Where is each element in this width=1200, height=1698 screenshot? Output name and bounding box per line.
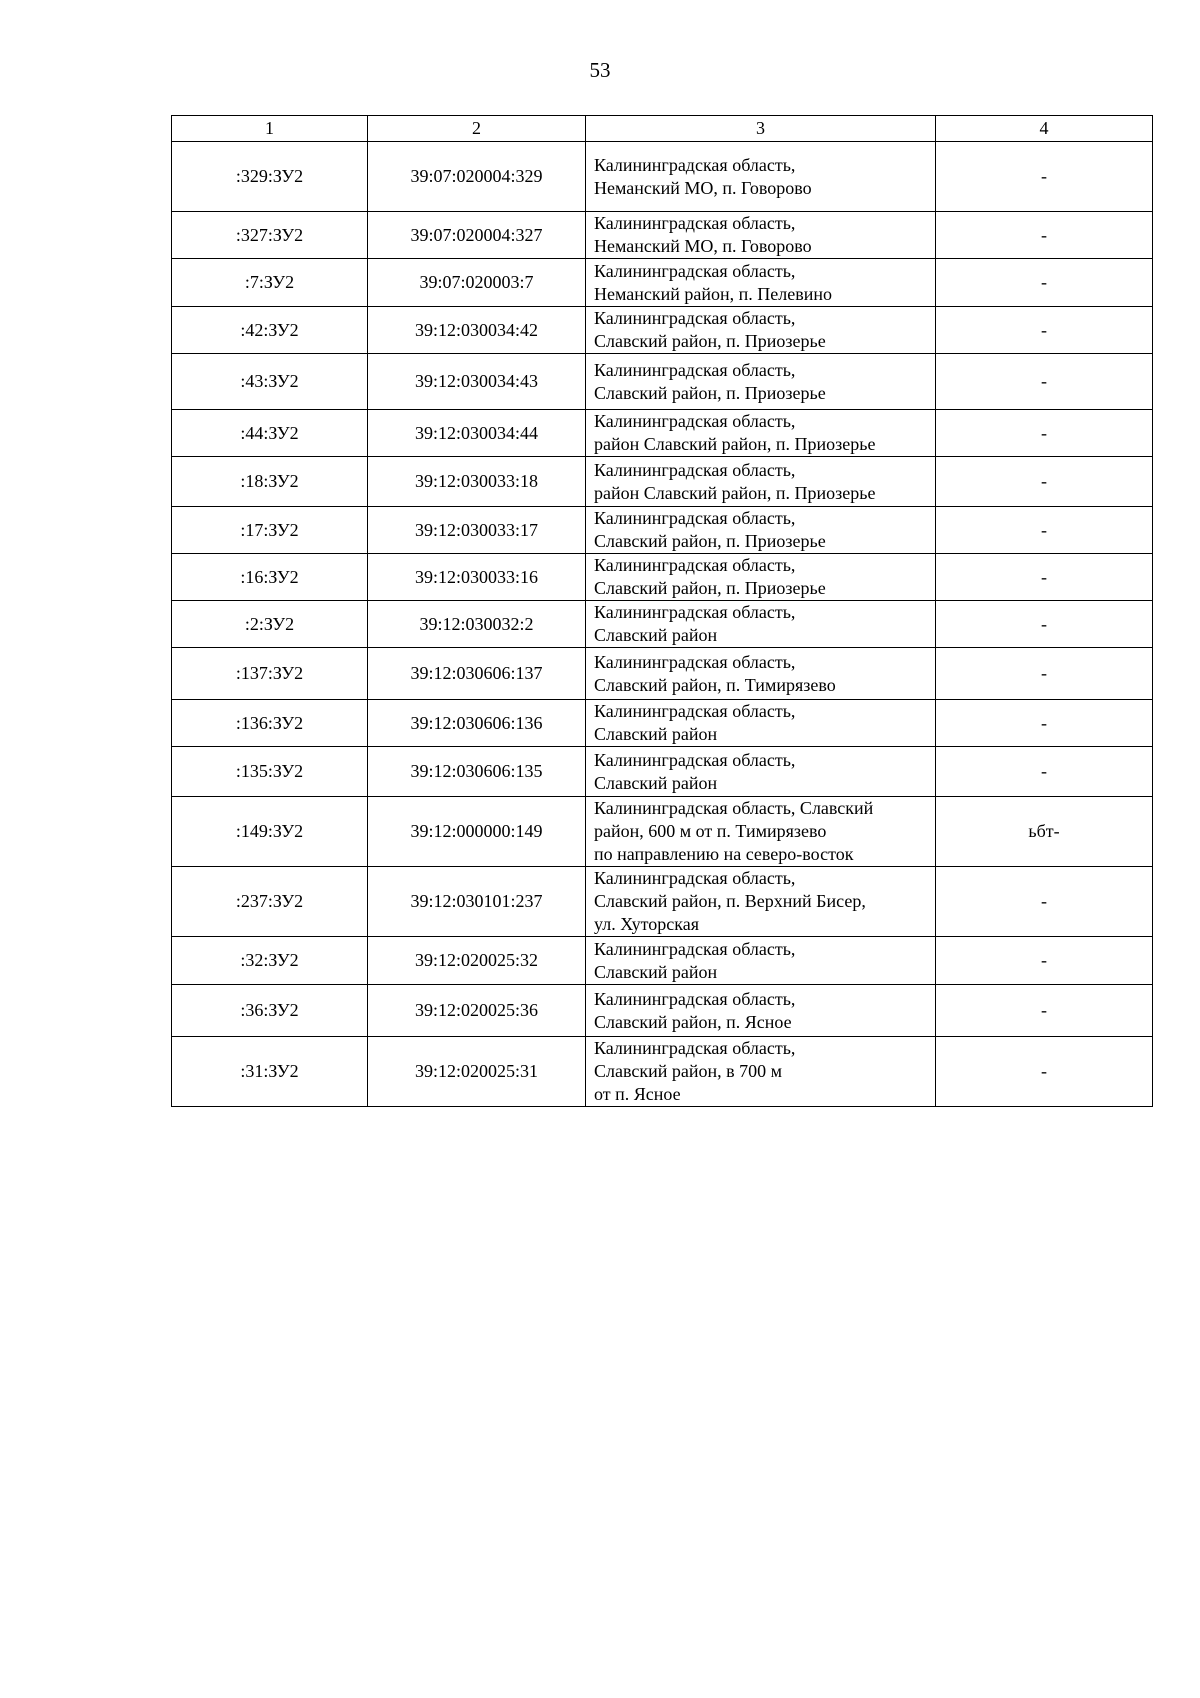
note-cell: - bbox=[936, 937, 1153, 985]
table-row bbox=[172, 747, 1153, 797]
address-cell bbox=[586, 648, 936, 700]
address-line: Калининградская область, Славский bbox=[594, 798, 874, 818]
plot-designation-cell: :135:ЗУ2 bbox=[172, 747, 368, 797]
table-row bbox=[172, 410, 1153, 457]
column-header-1: 1 bbox=[172, 116, 368, 142]
cadastral-number-cell: 39:12:030034:43 bbox=[368, 354, 586, 410]
table-row bbox=[172, 1037, 1153, 1107]
cadastral-number-cell: 39:12:030032:2 bbox=[368, 601, 586, 648]
address-line: от п. Ясное bbox=[594, 1084, 681, 1104]
plot-designation-cell: :18:ЗУ2 bbox=[172, 457, 368, 507]
address-line: Славский район, п. Приозерье bbox=[594, 331, 826, 351]
plot-designation-cell: :44:ЗУ2 bbox=[172, 410, 368, 457]
address-line: район, 600 м от п. Тимирязево bbox=[594, 821, 827, 841]
cadastral-number-cell: 39:12:020025:31 bbox=[368, 1037, 586, 1107]
table-row bbox=[172, 354, 1153, 410]
address-cell bbox=[586, 554, 936, 601]
cadastral-number-cell: 39:07:020004:329 bbox=[368, 142, 586, 212]
plot-designation-cell: :136:ЗУ2 bbox=[172, 700, 368, 747]
cadastral-number-cell: 39:12:000000:149 bbox=[368, 797, 586, 867]
plot-designation-cell: :149:ЗУ2 bbox=[172, 797, 368, 867]
address-line: Калининградская область, bbox=[594, 988, 796, 1009]
address-line: Славский район bbox=[594, 724, 718, 744]
cadastral-number-cell: 39:12:030034:42 bbox=[368, 307, 586, 354]
plot-designation-cell: :43:ЗУ2 bbox=[172, 354, 368, 410]
address-line: Славский район, п. Приозерье bbox=[594, 531, 826, 551]
address-line: ул. Хуторская bbox=[594, 914, 699, 934]
address-line: Калининградская область, bbox=[594, 701, 796, 721]
address-line: Славский район bbox=[594, 625, 718, 645]
page-number: 53 bbox=[589, 58, 611, 82]
address-cell bbox=[586, 212, 936, 259]
note-cell: - bbox=[936, 747, 1153, 797]
address-line: Калининградская область, bbox=[594, 213, 796, 233]
address-line: Славский район bbox=[594, 961, 718, 982]
address-line: Неманский район, п. Пелевино bbox=[594, 283, 832, 304]
plot-designation-cell: :329:ЗУ2 bbox=[172, 142, 368, 212]
address-cell bbox=[586, 259, 936, 307]
plot-designation-cell: :31:ЗУ2 bbox=[172, 1037, 368, 1107]
note-cell: - bbox=[936, 259, 1153, 307]
note-cell: - bbox=[936, 554, 1153, 601]
address-line: Славский район, п. Ясное bbox=[594, 1011, 792, 1032]
cadastral-number-cell: 39:12:030033:18 bbox=[368, 457, 586, 507]
note-cell: - bbox=[936, 507, 1153, 554]
table-row bbox=[172, 700, 1153, 747]
address-cell bbox=[586, 1037, 936, 1107]
note-cell: - bbox=[936, 985, 1153, 1037]
address-line: Славский район, п. Приозерье bbox=[594, 382, 826, 403]
address-line: Калининградская область, bbox=[594, 602, 796, 622]
cadastral-number-cell: 39:12:020025:36 bbox=[368, 985, 586, 1037]
land-plot-table bbox=[171, 115, 1153, 1107]
address-line: Калининградская область, bbox=[594, 508, 796, 528]
table-row bbox=[172, 554, 1153, 601]
address-cell bbox=[586, 867, 936, 937]
address-cell bbox=[586, 985, 936, 1037]
note-cell: - bbox=[936, 354, 1153, 410]
plot-designation-cell: :42:ЗУ2 bbox=[172, 307, 368, 354]
cadastral-number-cell: 39:07:020004:327 bbox=[368, 212, 586, 259]
cadastral-number-cell: 39:12:030606:137 bbox=[368, 648, 586, 700]
address-line: по направлению на северо-восток bbox=[594, 844, 854, 864]
table-row bbox=[172, 648, 1153, 700]
plot-designation-cell: :327:ЗУ2 bbox=[172, 212, 368, 259]
table-row bbox=[172, 601, 1153, 648]
address-cell bbox=[586, 700, 936, 747]
address-line: Калининградская область, bbox=[594, 938, 796, 959]
address-cell bbox=[586, 307, 936, 354]
address-line: район Славский район, п. Приозерье bbox=[594, 434, 876, 454]
note-cell: - bbox=[936, 601, 1153, 648]
cadastral-number-cell: 39:12:030033:16 bbox=[368, 554, 586, 601]
cadastral-number-cell: 39:12:030034:44 bbox=[368, 410, 586, 457]
address-cell bbox=[586, 937, 936, 985]
cadastral-number-cell: 39:12:020025:32 bbox=[368, 937, 586, 985]
address-line: район Славский район, п. Приозерье bbox=[594, 482, 876, 503]
note-cell: - bbox=[936, 142, 1153, 212]
cadastral-number-cell: 39:12:030101:237 bbox=[368, 867, 586, 937]
address-cell bbox=[586, 410, 936, 457]
note-cell: - bbox=[936, 648, 1153, 700]
address-line: Славский район bbox=[594, 772, 718, 793]
cadastral-number-cell: 39:12:030606:136 bbox=[368, 700, 586, 747]
address-line: Славский район, в 700 м bbox=[594, 1061, 783, 1081]
cadastral-number-cell: 39:12:030033:17 bbox=[368, 507, 586, 554]
plot-designation-cell: :17:ЗУ2 bbox=[172, 507, 368, 554]
address-cell bbox=[586, 797, 936, 867]
plot-designation-cell: :137:ЗУ2 bbox=[172, 648, 368, 700]
address-line: Калининградская область, bbox=[594, 1038, 796, 1058]
note-cell: - bbox=[936, 410, 1153, 457]
column-header-2: 2 bbox=[368, 116, 586, 142]
address-line: Калининградская область, bbox=[594, 651, 796, 672]
address-line: Славский район, п. Верхний Бисер, bbox=[594, 891, 866, 911]
table-row bbox=[172, 307, 1153, 354]
plot-designation-cell: :237:ЗУ2 bbox=[172, 867, 368, 937]
address-cell bbox=[586, 601, 936, 648]
table-row bbox=[172, 985, 1153, 1037]
plot-designation-cell: :16:ЗУ2 bbox=[172, 554, 368, 601]
cadastral-number-cell: 39:07:020003:7 bbox=[368, 259, 586, 307]
table-row bbox=[172, 507, 1153, 554]
note-cell: - bbox=[936, 700, 1153, 747]
address-cell bbox=[586, 507, 936, 554]
note-cell: - bbox=[936, 867, 1153, 937]
address-line: Калининградская область, bbox=[594, 308, 796, 328]
address-line: Славский район, п. Тимирязево bbox=[594, 674, 836, 695]
address-line: Славский район, п. Приозерье bbox=[594, 578, 826, 598]
table-header-row bbox=[172, 116, 1153, 142]
address-cell bbox=[586, 747, 936, 797]
address-line: Неманский МО, п. Говорово bbox=[594, 177, 812, 198]
table-row bbox=[172, 937, 1153, 985]
table-row bbox=[172, 212, 1153, 259]
address-line: Калининградская область, bbox=[594, 749, 796, 770]
address-line: Калининградская область, bbox=[594, 260, 796, 281]
note-cell: - bbox=[936, 1037, 1153, 1107]
address-line: Калининградская область, bbox=[594, 868, 796, 888]
table-body bbox=[172, 142, 1153, 1107]
column-header-4: 4 bbox=[936, 116, 1153, 142]
table-row bbox=[172, 797, 1153, 867]
address-line: Неманский МО, п. Говорово bbox=[594, 236, 812, 256]
plot-designation-cell: :36:ЗУ2 bbox=[172, 985, 368, 1037]
address-cell bbox=[586, 142, 936, 212]
address-line: Калининградская область, bbox=[594, 459, 796, 480]
plot-designation-cell: :32:ЗУ2 bbox=[172, 937, 368, 985]
address-line: Калининградская область, bbox=[594, 154, 796, 175]
note-cell: - bbox=[936, 307, 1153, 354]
table-row bbox=[172, 457, 1153, 507]
note-cell: ьбт- bbox=[936, 797, 1153, 867]
address-line: Калининградская область, bbox=[594, 359, 796, 380]
address-line: Калининградская область, bbox=[594, 411, 796, 431]
address-cell bbox=[586, 457, 936, 507]
column-header-3: 3 bbox=[586, 116, 936, 142]
note-cell: - bbox=[936, 457, 1153, 507]
note-cell: - bbox=[936, 212, 1153, 259]
address-line: Калининградская область, bbox=[594, 555, 796, 575]
table-row bbox=[172, 259, 1153, 307]
table-row bbox=[172, 142, 1153, 212]
plot-designation-cell: :2:ЗУ2 bbox=[172, 601, 368, 648]
cadastral-number-cell: 39:12:030606:135 bbox=[368, 747, 586, 797]
plot-designation-cell: :7:ЗУ2 bbox=[172, 259, 368, 307]
table-row bbox=[172, 867, 1153, 937]
address-cell bbox=[586, 354, 936, 410]
